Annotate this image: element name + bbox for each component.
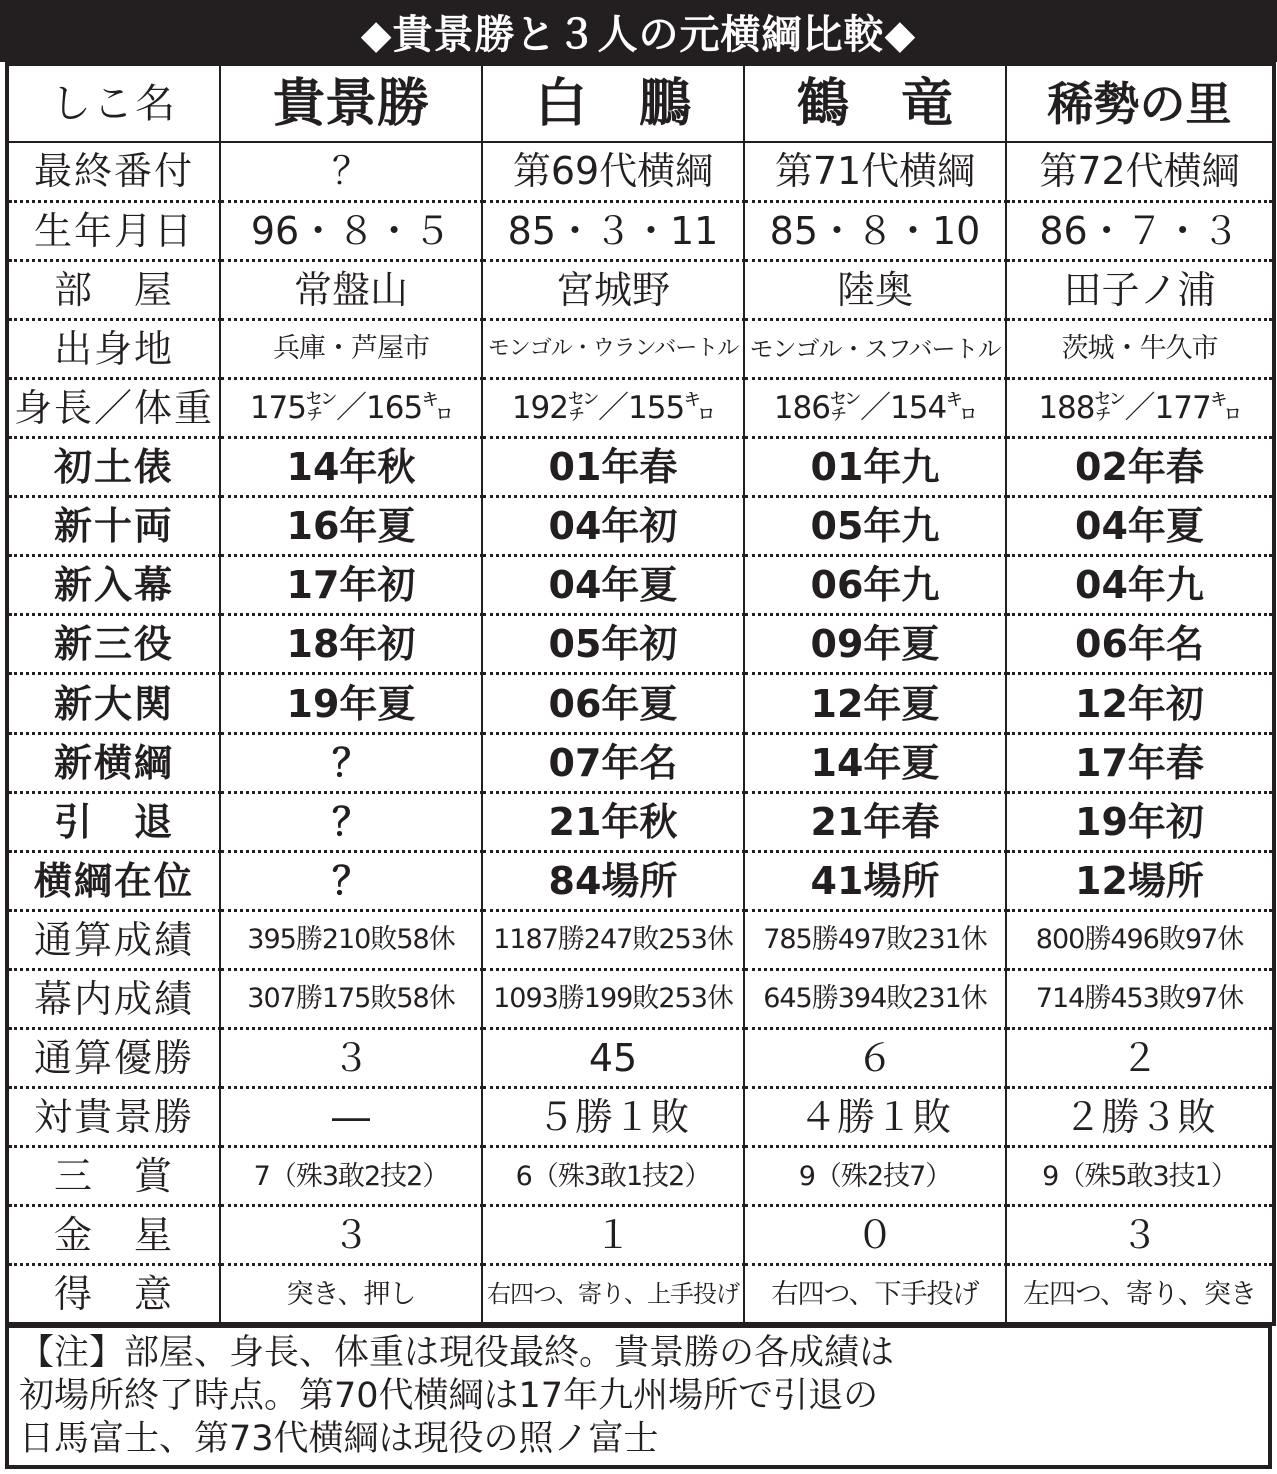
row-value-cell: 田子ノ浦 bbox=[1006, 260, 1274, 319]
row-label: 新三役 bbox=[7, 615, 220, 674]
row-label: 部 屋 bbox=[7, 260, 220, 319]
row-value-cell: ０ bbox=[744, 1206, 1006, 1265]
row-value-cell: 1187勝247敗253休 bbox=[482, 910, 744, 969]
row-value-cell: ５勝１敗 bbox=[482, 1088, 744, 1147]
header-row bbox=[7, 64, 1274, 142]
table-row bbox=[7, 1147, 1274, 1206]
row-value-cell: ３ bbox=[1006, 1206, 1274, 1265]
row-value-cell: 常盤山 bbox=[220, 260, 482, 319]
row-label: 通算優勝 bbox=[7, 1029, 220, 1088]
row-value-cell: 04年夏 bbox=[482, 556, 744, 615]
table-row bbox=[7, 674, 1274, 733]
row-value-cell: 01年九 bbox=[744, 438, 1006, 497]
name-cell-hakuho: 白 鵬 bbox=[482, 64, 744, 142]
footnote bbox=[5, 1326, 1272, 1469]
row-value-cell: 14年夏 bbox=[744, 733, 1006, 792]
row-value-cell: 188㌢／177㌔ bbox=[1006, 378, 1274, 437]
row-value-cell: 04年九 bbox=[1006, 556, 1274, 615]
row-label: 初土俵 bbox=[7, 438, 220, 497]
row-value-cell: ２勝３敗 bbox=[1006, 1088, 1274, 1147]
table-body bbox=[7, 64, 1274, 1324]
row-value-cell: 307勝175敗58休 bbox=[220, 969, 482, 1028]
row-label: 幕内成績 bbox=[7, 969, 220, 1028]
row-value-cell: 07年名 bbox=[482, 733, 744, 792]
row-value-cell: 宮城野 bbox=[482, 260, 744, 319]
row-value-cell: 茨城・牛久市 bbox=[1006, 319, 1274, 378]
row-label: 得 意 bbox=[7, 1265, 220, 1324]
row-value-cell: ４勝１敗 bbox=[744, 1088, 1006, 1147]
row-value-cell: ６ bbox=[744, 1029, 1006, 1088]
row-value-cell: 17年春 bbox=[1006, 733, 1274, 792]
row-value-cell: １ bbox=[482, 1206, 744, 1265]
name-cell-kisenosato: 稀勢の里 bbox=[1006, 64, 1274, 142]
row-value-cell: 右四つ、寄り、上手投げ bbox=[482, 1265, 744, 1324]
row-value-cell: ２ bbox=[1006, 1029, 1274, 1088]
footnote-line: 日馬富士、第73代横綱は現役の照ノ富士 bbox=[19, 1419, 659, 1459]
row-value-cell: 85・８・10 bbox=[744, 201, 1006, 260]
row-value-cell: ？ bbox=[220, 792, 482, 851]
row-value-cell: 04年初 bbox=[482, 497, 744, 556]
table-row bbox=[7, 910, 1274, 969]
row-value-cell: 陸奥 bbox=[744, 260, 1006, 319]
row-value-cell: 右四つ、下手投げ bbox=[744, 1265, 1006, 1324]
table-row bbox=[7, 260, 1274, 319]
row-value-cell: 02年春 bbox=[1006, 438, 1274, 497]
row-value-cell: 9（殊5敢3技1） bbox=[1006, 1147, 1274, 1206]
row-label: 身長／体重 bbox=[7, 378, 220, 437]
footnote-line: 【注】部屋、身長、体重は現役最終。貴景勝の各成績は bbox=[19, 1333, 895, 1373]
row-label: 新入幕 bbox=[7, 556, 220, 615]
row-value-cell: 突き、押し bbox=[220, 1265, 482, 1324]
table-row bbox=[7, 792, 1274, 851]
row-label: 新横綱 bbox=[7, 733, 220, 792]
row-value-cell: 785勝497敗231休 bbox=[744, 910, 1006, 969]
row-value-cell: 86・７・３ bbox=[1006, 201, 1274, 260]
graphic-title: ◆貴景勝と３人の元横綱比較◆ bbox=[360, 11, 917, 58]
row-value-cell: 兵庫・芦屋市 bbox=[220, 319, 482, 378]
row-value-cell: 192㌢／155㌔ bbox=[482, 378, 744, 437]
row-value-cell: 04年夏 bbox=[1006, 497, 1274, 556]
table-row bbox=[7, 1029, 1274, 1088]
table-row bbox=[7, 497, 1274, 556]
footnote-line: 初場所終了時点。第70代横綱は17年九州場所で引退の bbox=[19, 1376, 879, 1416]
row-label: 引 退 bbox=[7, 792, 220, 851]
table-row bbox=[7, 615, 1274, 674]
row-value-cell: 85・３・11 bbox=[482, 201, 744, 260]
title-bar bbox=[0, 0, 1277, 62]
name-cell-kakuryu: 鶴 竜 bbox=[744, 64, 1006, 142]
row-value-cell: 6（殊3敢1技2） bbox=[482, 1147, 744, 1206]
name-cell-takakeisho: 貴景勝 bbox=[220, 64, 482, 142]
row-value-cell: 800勝496敗97休 bbox=[1006, 910, 1274, 969]
table-row bbox=[7, 142, 1274, 201]
row-value-cell: 19年初 bbox=[1006, 792, 1274, 851]
row-value-cell: 17年初 bbox=[220, 556, 482, 615]
row-value-cell: 45 bbox=[482, 1029, 744, 1088]
table-row bbox=[7, 1088, 1274, 1147]
row-value-cell: 21年秋 bbox=[482, 792, 744, 851]
row-value-cell: 05年九 bbox=[744, 497, 1006, 556]
row-value-cell: 09年夏 bbox=[744, 615, 1006, 674]
comparison-table bbox=[5, 62, 1276, 1326]
row-value-cell: 714勝453敗97休 bbox=[1006, 969, 1274, 1028]
row-value-cell: 395勝210敗58休 bbox=[220, 910, 482, 969]
table-row bbox=[7, 556, 1274, 615]
row-value-cell: ３ bbox=[220, 1029, 482, 1088]
row-value-cell: 14年秋 bbox=[220, 438, 482, 497]
row-label: 最終番付 bbox=[7, 142, 220, 201]
row-value-cell: 第69代横綱 bbox=[482, 142, 744, 201]
row-value-cell: 01年春 bbox=[482, 438, 744, 497]
row-value-cell: 84場所 bbox=[482, 851, 744, 910]
row-value-cell: 12年夏 bbox=[744, 674, 1006, 733]
row-value-cell: 12場所 bbox=[1006, 851, 1274, 910]
row-value-cell: 18年初 bbox=[220, 615, 482, 674]
row-label: 生年月日 bbox=[7, 201, 220, 260]
table-row bbox=[7, 1206, 1274, 1265]
row-value-cell: 9（殊2技7） bbox=[744, 1147, 1006, 1206]
table-row bbox=[7, 319, 1274, 378]
row-value-cell: 12年初 bbox=[1006, 674, 1274, 733]
row-value-cell: ３ bbox=[220, 1206, 482, 1265]
row-value-cell: ？ bbox=[220, 851, 482, 910]
row-value-cell: 06年九 bbox=[744, 556, 1006, 615]
row-value-cell: 186㌢／154㌔ bbox=[744, 378, 1006, 437]
row-value-cell: 96・８・５ bbox=[220, 201, 482, 260]
table-row bbox=[7, 1265, 1274, 1324]
table-row bbox=[7, 733, 1274, 792]
row-label: 新十両 bbox=[7, 497, 220, 556]
row-value-cell: 7（殊3敢2技2） bbox=[220, 1147, 482, 1206]
row-value-cell: 1093勝199敗253休 bbox=[482, 969, 744, 1028]
row-value-cell: ？ bbox=[220, 733, 482, 792]
row-label: 新大関 bbox=[7, 674, 220, 733]
row-value-cell: ― bbox=[220, 1088, 482, 1147]
row-value-cell: 645勝394敗231休 bbox=[744, 969, 1006, 1028]
table-row bbox=[7, 378, 1274, 437]
table-row bbox=[7, 851, 1274, 910]
row-label: 横綱在位 bbox=[7, 851, 220, 910]
table-row bbox=[7, 438, 1274, 497]
row-value-cell: ？ bbox=[220, 142, 482, 201]
row-label: 出身地 bbox=[7, 319, 220, 378]
row-value-cell: 41場所 bbox=[744, 851, 1006, 910]
table-row bbox=[7, 201, 1274, 260]
row-value-cell: 06年夏 bbox=[482, 674, 744, 733]
row-value-cell: モンゴル・スフバートル bbox=[744, 319, 1006, 378]
row-label: 金 星 bbox=[7, 1206, 220, 1265]
row-value-cell: 第71代横綱 bbox=[744, 142, 1006, 201]
row-value-cell: 19年夏 bbox=[220, 674, 482, 733]
row-label: 通算成績 bbox=[7, 910, 220, 969]
row-value-cell: 175㌢／165㌔ bbox=[220, 378, 482, 437]
table-row bbox=[7, 969, 1274, 1028]
row-value-cell: 06年名 bbox=[1006, 615, 1274, 674]
row-value-cell: 05年初 bbox=[482, 615, 744, 674]
header-label-cell: しこ名 bbox=[7, 64, 220, 142]
row-value-cell: 16年夏 bbox=[220, 497, 482, 556]
row-label: 三 賞 bbox=[7, 1147, 220, 1206]
row-label: 対貴景勝 bbox=[7, 1088, 220, 1147]
row-value-cell: 左四つ、寄り、突き bbox=[1006, 1265, 1274, 1324]
row-value-cell: 第72代横綱 bbox=[1006, 142, 1274, 201]
row-value-cell: モンゴル・ウランバートル bbox=[482, 319, 744, 378]
row-value-cell: 21年春 bbox=[744, 792, 1006, 851]
